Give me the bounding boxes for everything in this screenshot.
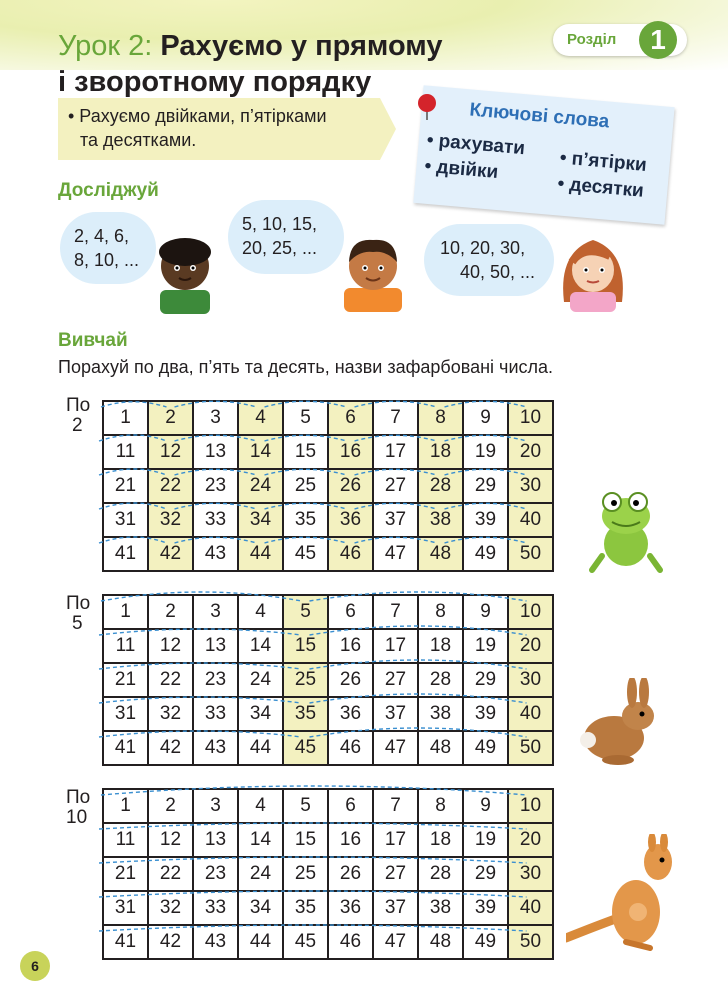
hundred-grid-by-2 (102, 400, 554, 572)
grid-cell: 5 (283, 401, 328, 435)
grid-cell: 36 (328, 503, 373, 537)
grid-cell: 45 (283, 537, 328, 571)
grid-cell: 4 (238, 789, 283, 823)
grid-cell: 21 (103, 663, 148, 697)
grid-cell: 40 (508, 891, 553, 925)
grid-cell: 45 (283, 925, 328, 959)
instruction-text: Порахуй по два, п’ять та десять, назви зафарбовані числа. (58, 357, 554, 377)
grid-2-label (66, 594, 90, 634)
grid-cell: 36 (328, 891, 373, 925)
grid-cell: 21 (103, 469, 148, 503)
grid-cell: 10 (508, 595, 553, 629)
grid-cell: 1 (103, 789, 148, 823)
grid-cell: 7 (373, 401, 418, 435)
grid-cell: 24 (238, 857, 283, 891)
key-word-1: • рахувати (425, 129, 526, 160)
lesson-title (58, 28, 443, 100)
grid-cell: 41 (103, 537, 148, 571)
grid-cell: 24 (238, 469, 283, 503)
grid-cell: 28 (418, 857, 463, 891)
grid-cell: 7 (373, 595, 418, 629)
grid-cell: 13 (193, 629, 238, 663)
grid-cell: 38 (418, 891, 463, 925)
grid-cell: 42 (148, 731, 193, 765)
grid-row (103, 663, 553, 697)
grid-cell: 20 (508, 629, 553, 663)
lesson-number: Урок 2: (58, 30, 153, 62)
child-girl-illustration (554, 232, 632, 312)
grid-cell: 24 (238, 663, 283, 697)
grid-cell: 44 (238, 731, 283, 765)
grid-cell: 39 (463, 503, 508, 537)
grid-cell: 30 (508, 857, 553, 891)
grid-cell: 20 (508, 823, 553, 857)
goal-line-1: • Рахуємо двійками, п’ятірками (68, 106, 327, 126)
grid-cell: 14 (238, 435, 283, 469)
grid-cell: 39 (463, 697, 508, 731)
grid-cell: 32 (148, 697, 193, 731)
grid-cell: 2 (148, 789, 193, 823)
grid-cell: 49 (463, 925, 508, 959)
title-line-2: і зворотному порядку (58, 66, 372, 98)
grid-cell: 14 (238, 823, 283, 857)
grid-cell: 35 (283, 503, 328, 537)
grid-cell: 44 (238, 925, 283, 959)
grid-cell: 26 (328, 857, 373, 891)
bubble-1-line-1: 2, 4, 6, (74, 226, 130, 246)
grid-cell: 15 (283, 435, 328, 469)
grid-cell: 22 (148, 663, 193, 697)
grid-cell: 18 (418, 435, 463, 469)
grid-cell: 10 (508, 401, 553, 435)
grid-cell: 1 (103, 401, 148, 435)
bubble-1-line-2: 8, 10, ... (74, 250, 140, 270)
grid-cell: 17 (373, 629, 418, 663)
grid-cell: 50 (508, 925, 553, 959)
grid-cell: 26 (328, 469, 373, 503)
grid-cell: 48 (418, 925, 463, 959)
grid-cell: 18 (418, 823, 463, 857)
grid-cell: 35 (283, 697, 328, 731)
explore-heading: Досліджуй (58, 180, 159, 201)
grid-cell: 27 (373, 663, 418, 697)
grid-cell: 29 (463, 663, 508, 697)
speech-bubble-2 (228, 200, 344, 274)
grid-cell: 48 (418, 731, 463, 765)
grid-cell: 3 (193, 595, 238, 629)
grid-cell: 11 (103, 823, 148, 857)
grid-cell: 43 (193, 537, 238, 571)
grid-row (103, 925, 553, 959)
grid-cell: 42 (148, 537, 193, 571)
grid-cell: 47 (373, 537, 418, 571)
grid-cell: 16 (328, 435, 373, 469)
grid-cell: 25 (283, 857, 328, 891)
grid-cell: 49 (463, 537, 508, 571)
grid-row (103, 469, 553, 503)
grid-cell: 8 (418, 401, 463, 435)
grid-cell: 12 (148, 435, 193, 469)
page-number: 6 (20, 951, 50, 981)
grid-cell: 32 (148, 503, 193, 537)
grid-cell: 15 (283, 629, 328, 663)
grid-cell: 17 (373, 435, 418, 469)
grid-cell: 4 (238, 595, 283, 629)
grid-cell: 38 (418, 503, 463, 537)
grid-row (103, 401, 553, 435)
kangaroo-illustration (566, 834, 686, 952)
grid-cell: 4 (238, 401, 283, 435)
learn-heading: Вивчай (58, 330, 128, 351)
grid-cell: 38 (418, 697, 463, 731)
hundred-grid-by-10 (102, 788, 554, 960)
grid-cell: 31 (103, 503, 148, 537)
title-line-1: Рахуємо у прямому (160, 30, 443, 62)
grid-row (103, 731, 553, 765)
grid-row (103, 789, 553, 823)
grid-cell: 9 (463, 401, 508, 435)
speech-bubble-3 (424, 224, 554, 296)
grid-cell: 25 (283, 469, 328, 503)
grid-cell: 28 (418, 469, 463, 503)
grid-cell: 15 (283, 823, 328, 857)
section-badge (553, 24, 687, 56)
grid-cell: 26 (328, 663, 373, 697)
grid-cell: 6 (328, 401, 373, 435)
grid-cell: 6 (328, 789, 373, 823)
grid-cell: 45 (283, 731, 328, 765)
key-words-title: Ключові слова (468, 99, 611, 133)
grid-cell: 23 (193, 663, 238, 697)
goal-line-2: та десятками. (80, 130, 197, 150)
grid-cell: 34 (238, 697, 283, 731)
grid-row (103, 891, 553, 925)
grid-cell: 17 (373, 823, 418, 857)
grid-cell: 43 (193, 925, 238, 959)
grid-cell: 6 (328, 595, 373, 629)
grid-cell: 19 (463, 629, 508, 663)
child-boy-2-illustration (336, 232, 410, 312)
grid-cell: 16 (328, 629, 373, 663)
lesson-goal-box (58, 98, 380, 160)
grid-cell: 29 (463, 857, 508, 891)
grid-cell: 19 (463, 823, 508, 857)
grid-cell: 1 (103, 595, 148, 629)
hundred-grid-by-5 (102, 594, 554, 766)
grid-cell: 18 (418, 629, 463, 663)
child-boy-1-illustration (150, 232, 220, 314)
section-label: Розділ (567, 31, 617, 48)
grid-2-label-step: 5 (72, 613, 83, 634)
grid-cell: 30 (508, 663, 553, 697)
grid-cell: 34 (238, 503, 283, 537)
grid-cell: 47 (373, 925, 418, 959)
grid-cell: 22 (148, 469, 193, 503)
grid-row (103, 823, 553, 857)
grid-cell: 25 (283, 663, 328, 697)
grid-cell: 11 (103, 435, 148, 469)
grid-cell: 12 (148, 823, 193, 857)
grid-cell: 28 (418, 663, 463, 697)
grid-cell: 22 (148, 857, 193, 891)
grid-cell: 23 (193, 469, 238, 503)
grid-cell: 50 (508, 731, 553, 765)
key-words-card (413, 85, 674, 225)
grid-cell: 3 (193, 789, 238, 823)
speech-bubble-1 (60, 212, 156, 284)
grid-cell: 9 (463, 789, 508, 823)
grid-cell: 21 (103, 857, 148, 891)
grid-cell: 37 (373, 503, 418, 537)
grid-cell: 35 (283, 891, 328, 925)
grid-cell: 46 (328, 537, 373, 571)
frog-illustration (588, 490, 664, 574)
grid-2-label-po: По (66, 593, 91, 614)
grid-cell: 13 (193, 823, 238, 857)
grid-cell: 8 (418, 789, 463, 823)
grid-cell: 27 (373, 857, 418, 891)
grid-cell: 33 (193, 891, 238, 925)
grid-cell: 30 (508, 469, 553, 503)
grid-1-label-po: По (66, 395, 91, 416)
key-word-2: • двійки (423, 155, 500, 184)
grid-cell: 40 (508, 697, 553, 731)
grid-row (103, 697, 553, 731)
grid-row (103, 537, 553, 571)
grid-cell: 40 (508, 503, 553, 537)
grid-cell: 11 (103, 629, 148, 663)
key-word-3: • п’ятірки (558, 147, 648, 176)
bubble-3-line-2: 40, 50, ... (460, 262, 536, 282)
bubble-2-line-1: 5, 10, 15, (242, 214, 318, 234)
grid-cell: 31 (103, 697, 148, 731)
grid-cell: 32 (148, 891, 193, 925)
grid-cell: 43 (193, 731, 238, 765)
grid-cell: 33 (193, 503, 238, 537)
grid-cell: 46 (328, 925, 373, 959)
grid-cell: 20 (508, 435, 553, 469)
grid-row (103, 435, 553, 469)
grid-cell: 44 (238, 537, 283, 571)
grid-cell: 3 (193, 401, 238, 435)
grid-3-label-step: 10 (66, 807, 88, 828)
grid-cell: 41 (103, 925, 148, 959)
grid-cell: 9 (463, 595, 508, 629)
grid-cell: 46 (328, 731, 373, 765)
grid-row (103, 857, 553, 891)
grid-cell: 2 (148, 595, 193, 629)
grid-row (103, 629, 553, 663)
grid-cell: 33 (193, 697, 238, 731)
rabbit-illustration (578, 678, 664, 770)
grid-cell: 42 (148, 925, 193, 959)
section-number: 1 (639, 21, 677, 59)
grid-row (103, 503, 553, 537)
push-pin-icon (418, 94, 436, 112)
grid-cell: 13 (193, 435, 238, 469)
grid-1-label (66, 396, 90, 436)
grid-cell: 50 (508, 537, 553, 571)
grid-cell: 37 (373, 697, 418, 731)
grid-cell: 39 (463, 891, 508, 925)
bubble-2-line-2: 20, 25, ... (242, 238, 318, 258)
grid-3-label (66, 788, 90, 828)
grid-cell: 36 (328, 697, 373, 731)
grid-cell: 5 (283, 595, 328, 629)
grid-cell: 49 (463, 731, 508, 765)
grid-cell: 34 (238, 891, 283, 925)
grid-cell: 8 (418, 595, 463, 629)
grid-cell: 48 (418, 537, 463, 571)
grid-3-label-po: По (66, 787, 91, 808)
grid-cell: 29 (463, 469, 508, 503)
grid-cell: 47 (373, 731, 418, 765)
grid-cell: 14 (238, 629, 283, 663)
grid-cell: 41 (103, 731, 148, 765)
grid-cell: 37 (373, 891, 418, 925)
grid-cell: 16 (328, 823, 373, 857)
grid-cell: 27 (373, 469, 418, 503)
grid-cell: 12 (148, 629, 193, 663)
grid-row (103, 595, 553, 629)
bubble-3-line-1: 10, 20, 30, (440, 238, 526, 258)
grid-cell: 23 (193, 857, 238, 891)
grid-cell: 5 (283, 789, 328, 823)
grid-cell: 10 (508, 789, 553, 823)
grid-cell: 7 (373, 789, 418, 823)
grid-cell: 31 (103, 891, 148, 925)
grid-cell: 2 (148, 401, 193, 435)
key-word-4: • десятки (556, 173, 645, 202)
grid-cell: 19 (463, 435, 508, 469)
grid-1-label-step: 2 (72, 415, 83, 436)
